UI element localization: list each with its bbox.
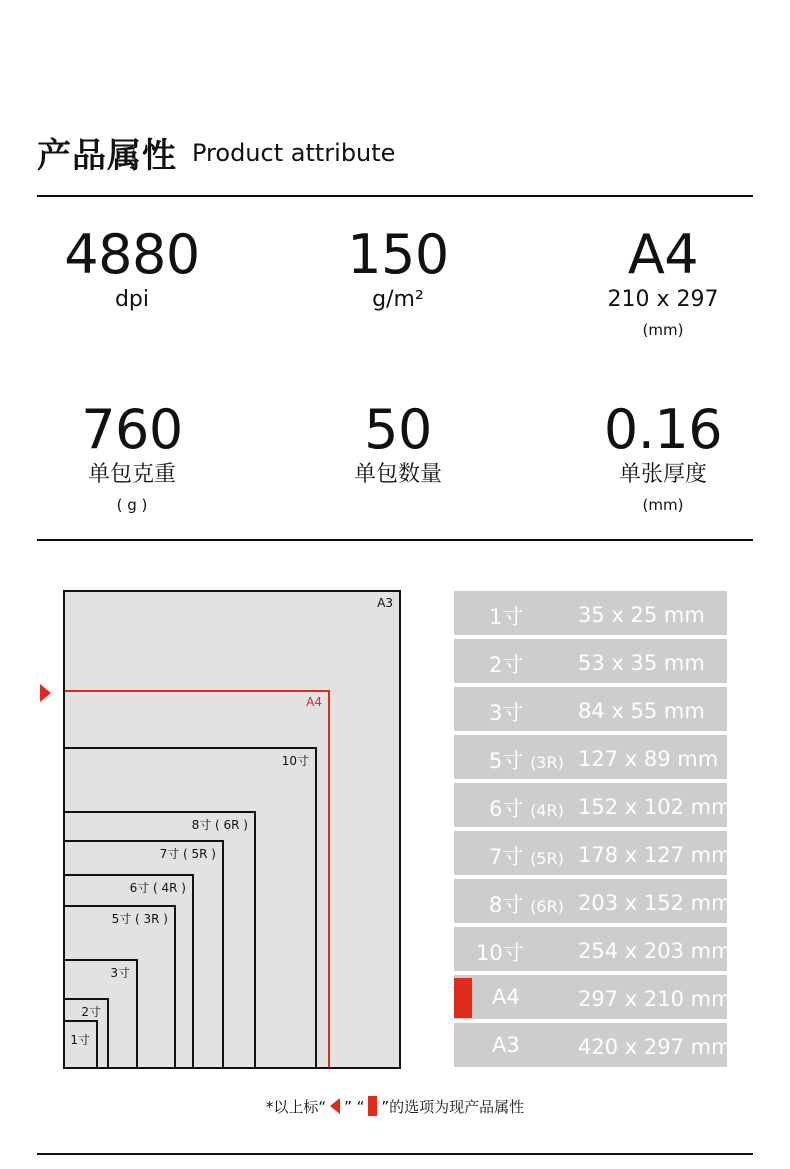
size-dimensions: 152 x 102 mm [578, 795, 732, 819]
size-dimensions: 203 x 152 mm [578, 891, 732, 915]
size-dimensions: 127 x 89 mm [578, 747, 719, 771]
attr-value: A4 [627, 223, 699, 286]
bottom-divider [37, 1153, 753, 1155]
size-dimensions: 178 x 127 mm [578, 843, 732, 867]
title-en: Product attribute [192, 139, 396, 167]
attr-unit: 210 x 297 [607, 287, 719, 312]
size-row-10in[interactable] [454, 927, 732, 971]
attr-unit: dpi [114, 287, 150, 312]
size-name: 8寸 (6R) [489, 893, 564, 917]
frame-label: 1寸 [70, 1033, 90, 1047]
frame-1in [65, 1020, 98, 1067]
attr-value: 4880 [64, 223, 200, 286]
size-dimensions: 53 x 35 mm [578, 651, 705, 675]
bar-marker-icon [368, 1096, 377, 1116]
middle-divider [37, 539, 753, 541]
size-name: 10寸 [476, 941, 524, 965]
title-cn: 产品属性 [37, 136, 177, 176]
size-row-2in[interactable] [454, 639, 727, 683]
selected-marker-icon [454, 978, 472, 1018]
attr-unit: g/m² [372, 287, 424, 312]
size-row-5in[interactable] [454, 735, 727, 779]
frame-label: 10寸 [281, 754, 309, 768]
size-row-8in[interactable] [454, 879, 732, 923]
attr-resolution [17, 225, 247, 315]
attr-note: ( g ) [116, 496, 148, 514]
attr-note: (mm) [642, 321, 684, 339]
size-row-7in[interactable] [454, 831, 732, 875]
frame-label-a3: A3 [377, 596, 393, 610]
footnote-text-start: *以上标“ [265, 1098, 327, 1116]
size-diagram [63, 590, 401, 1069]
attr-value: 150 [347, 223, 449, 286]
size-list [454, 591, 732, 1071]
current-size-marker-icon [40, 684, 51, 702]
attr-format [548, 225, 778, 341]
frame-label: 5寸 ( 3R ) [111, 912, 168, 926]
frame-label: 2寸 [81, 1005, 101, 1019]
attr-value: 760 [81, 398, 183, 461]
size-name: 1寸 [489, 605, 524, 629]
size-row-1in[interactable] [454, 591, 727, 635]
frame-label: 8寸 ( 6R ) [191, 818, 248, 832]
size-name: 3寸 [489, 701, 524, 725]
top-divider [37, 195, 753, 197]
size-name: A4 [492, 985, 520, 1009]
footnote-text-middle: ” “ [344, 1098, 365, 1116]
size-name: 2寸 [489, 653, 524, 677]
size-name: 5寸 (3R) [489, 749, 564, 773]
size-dimensions: 84 x 55 mm [578, 699, 705, 723]
size-dimensions: 35 x 25 mm [578, 603, 705, 627]
size-dimensions: 420 x 297 mm [578, 1035, 732, 1059]
attr-thickness [548, 400, 778, 516]
attr-unit: 单包克重 [87, 462, 176, 487]
attr-note: (mm) [642, 496, 684, 514]
attr-unit: 单包数量 [353, 462, 442, 487]
attr-value: 0.16 [603, 398, 723, 461]
attr-pack-count [283, 400, 513, 490]
size-row-a4[interactable] [454, 975, 732, 1019]
size-dimensions: 254 x 203 mm [578, 939, 732, 963]
frame-label: 6寸 ( 4R ) [129, 881, 186, 895]
size-row-6in[interactable] [454, 783, 732, 827]
size-name: A3 [492, 1033, 520, 1057]
attr-value: 50 [364, 398, 432, 461]
attr-weight [283, 225, 513, 315]
size-dimensions: 297 x 210 mm [578, 987, 732, 1011]
size-name: 6寸 (4R) [489, 797, 564, 821]
size-name: 7寸 (5R) [489, 845, 564, 869]
footnote-text-end: ”的选项为现产品属性 [381, 1098, 525, 1116]
size-row-3in[interactable] [454, 687, 727, 731]
attr-pack-weight [17, 400, 247, 516]
footnote [0, 1096, 790, 1117]
triangle-marker-icon [330, 1098, 340, 1114]
frame-label: 3寸 [110, 966, 130, 980]
size-row-a3[interactable] [454, 1023, 732, 1067]
frame-label: A4 [306, 695, 322, 709]
frame-label: 7寸 ( 5R ) [159, 847, 216, 861]
attr-unit: 单张厚度 [618, 462, 707, 487]
